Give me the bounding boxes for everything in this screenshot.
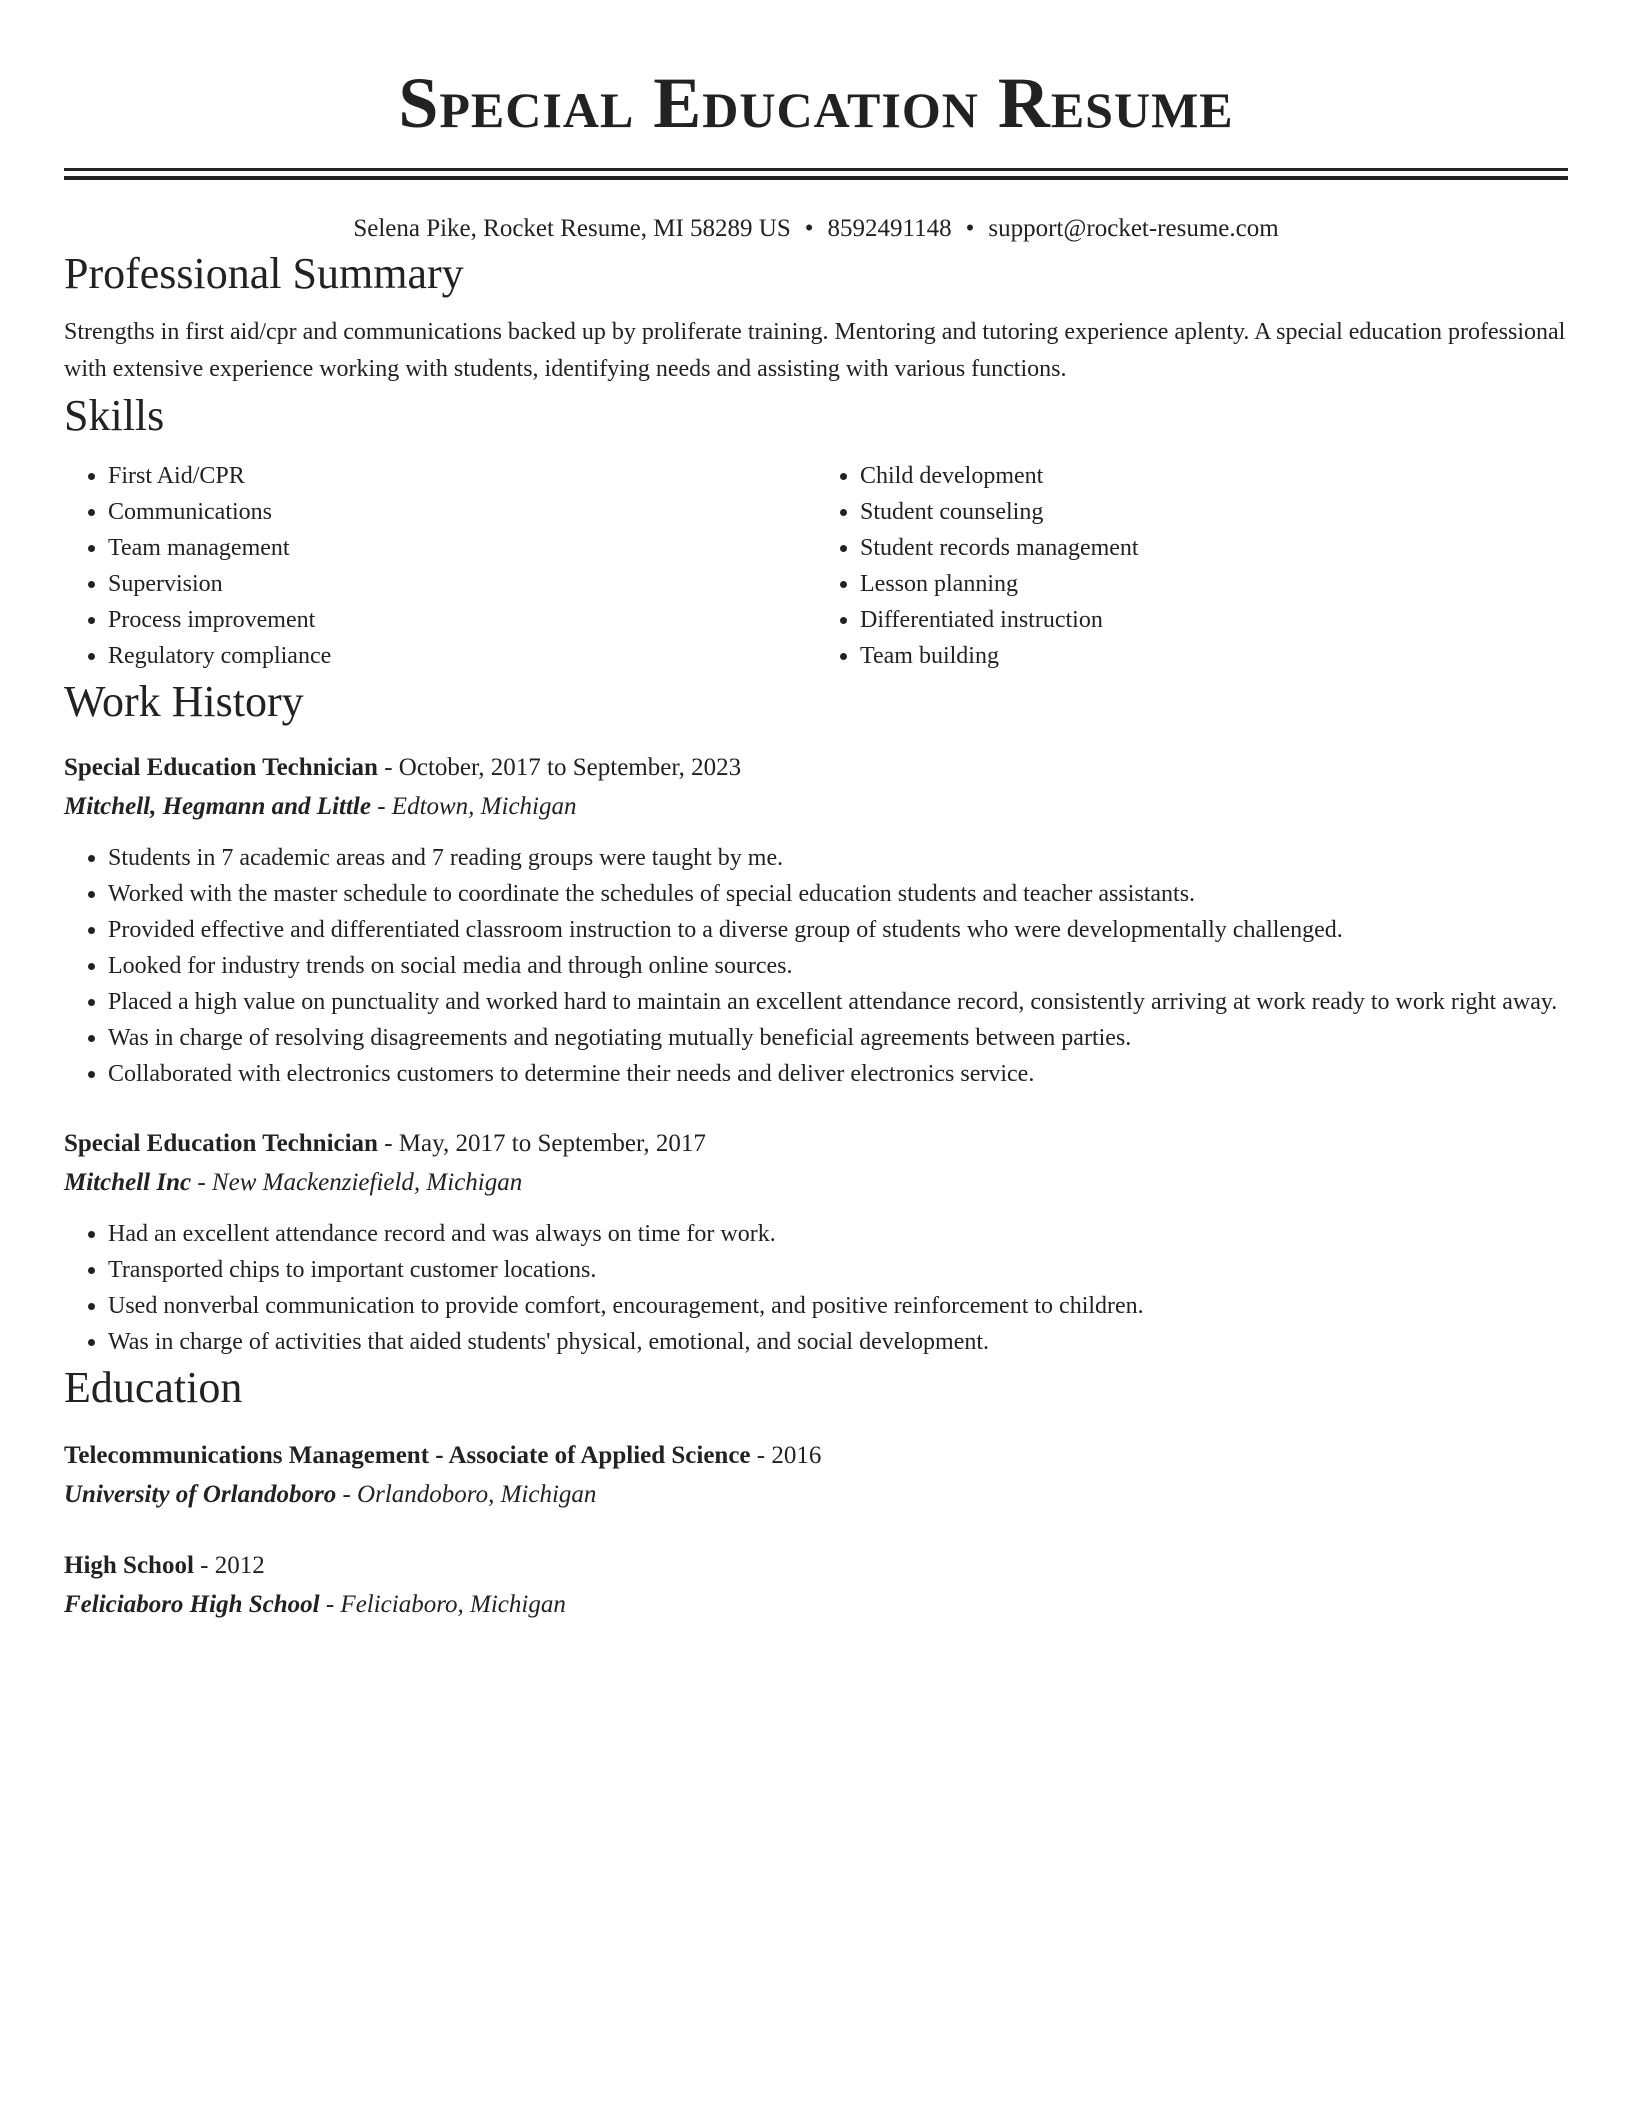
education-school-line xyxy=(64,1476,1568,1514)
job-title: Special Education Technician xyxy=(64,1130,378,1157)
job-bullet: • Transported chips to important customer locations. xyxy=(108,1252,1568,1288)
contact-address: Selena Pike, Rocket Resume, MI 58289 US xyxy=(353,215,791,242)
skill-item: • Team management xyxy=(108,530,816,566)
education-entry xyxy=(64,1436,1568,1514)
education-location: - Orlandoboro, Michigan xyxy=(336,1481,597,1508)
work-history-heading: Work History xyxy=(64,677,304,726)
job-company-line xyxy=(64,1164,1568,1202)
skill-item: • First Aid/CPR xyxy=(108,458,816,494)
job-bullet: • Was in charge of activities that aided students' physical, emotional, and social development. xyxy=(108,1324,1568,1360)
skill-item: • Team building xyxy=(860,638,1568,674)
education-entry xyxy=(64,1546,1568,1624)
resume-page xyxy=(64,0,1568,1624)
contact-separator: • xyxy=(965,215,975,242)
skill-item: • Child development xyxy=(860,458,1568,494)
job-bullet: • Collaborated with electronics customers to determine their needs and deliver electronics service. xyxy=(108,1056,1568,1092)
education-heading: Education xyxy=(64,1363,243,1412)
education-degree: Telecommunications Management - Associate of Applied Science xyxy=(64,1442,751,1469)
title-divider-bottom xyxy=(64,176,1568,180)
job-dates: - October, 2017 to September, 2023 xyxy=(377,754,742,781)
skill-item: • Lesson planning xyxy=(860,566,1568,602)
skill-item: • Student counseling xyxy=(860,494,1568,530)
contact-separator: • xyxy=(804,215,814,242)
education-school-line xyxy=(64,1586,1568,1624)
skills-heading: Skills xyxy=(64,391,165,440)
job-location: - New Mackenziefield, Michigan xyxy=(191,1169,523,1196)
job-bullet: • Used nonverbal communication to provide comfort, encouragement, and positive reinforcement to children. xyxy=(108,1288,1568,1324)
education-degree: High School xyxy=(64,1552,194,1579)
job-company: Mitchell, Hegmann and Little xyxy=(64,793,371,820)
job-bullets xyxy=(64,840,1568,1092)
job-bullet: • Was in charge of resolving disagreements and negotiating mutually beneficial agreements between parties. xyxy=(108,1020,1568,1056)
job-company: Mitchell Inc xyxy=(64,1169,192,1196)
job-title-line xyxy=(64,1124,1568,1164)
education-year: - 2012 xyxy=(193,1552,265,1579)
page-title: Special Education Resume xyxy=(398,63,1234,143)
job-bullet: • Looked for industry trends on social media and through online sources. xyxy=(108,948,1568,984)
job-location: - Edtown, Michigan xyxy=(370,793,577,820)
job-bullet: • Students in 7 academic areas and 7 reading groups were taught by me. xyxy=(108,840,1568,876)
skills-column-left xyxy=(64,458,816,674)
job-entry xyxy=(64,748,1568,1092)
job-company-line xyxy=(64,788,1568,826)
summary-heading: Professional Summary xyxy=(64,249,464,298)
skill-item: • Communications xyxy=(108,494,816,530)
skill-item: • Regulatory compliance xyxy=(108,638,816,674)
title-divider-top xyxy=(64,168,1568,171)
education-school: Feliciaboro High School xyxy=(64,1591,320,1618)
job-bullet: • Had an excellent attendance record and was always on time for work. xyxy=(108,1216,1568,1252)
summary-text: Strengths in first aid/cpr and communications backed up by proliferate training. Mentoring and tutoring experience aplenty. A special education professional with extensive experience working with students, identifying needs and assisting with various functions. xyxy=(64,319,1566,382)
skill-item: • Supervision xyxy=(108,566,816,602)
job-entry xyxy=(64,1124,1568,1360)
skill-item: • Student records management xyxy=(860,530,1568,566)
job-title: Special Education Technician xyxy=(64,754,378,781)
skills-column-right xyxy=(816,458,1568,674)
skill-item: • Process improvement xyxy=(108,602,816,638)
contact-phone: 8592491148 xyxy=(827,215,952,242)
education-school: University of Orlandoboro xyxy=(64,1481,337,1508)
job-dates: - May, 2017 to September, 2017 xyxy=(377,1130,706,1157)
education-year: - 2016 xyxy=(750,1442,822,1469)
education-degree-line xyxy=(64,1436,1568,1476)
job-bullet: • Placed a high value on punctuality and worked hard to maintain an excellent attendance record, consistently arriving at work ready to work right away. xyxy=(108,984,1568,1020)
education-location: - Feliciaboro, Michigan xyxy=(319,1591,566,1618)
contact-email: support@rocket-resume.com xyxy=(988,215,1279,242)
job-title-line xyxy=(64,748,1568,788)
contact-line xyxy=(64,212,1568,246)
education-degree-line xyxy=(64,1546,1568,1586)
skills-list xyxy=(64,458,1568,674)
job-bullet: • Worked with the master schedule to coordinate the schedules of special education students and teacher assistants. xyxy=(108,876,1568,912)
skill-item: • Differentiated instruction xyxy=(860,602,1568,638)
job-bullet: • Provided effective and differentiated classroom instruction to a diverse group of students who were developmentally challenged. xyxy=(108,912,1568,948)
job-bullets xyxy=(64,1216,1568,1360)
